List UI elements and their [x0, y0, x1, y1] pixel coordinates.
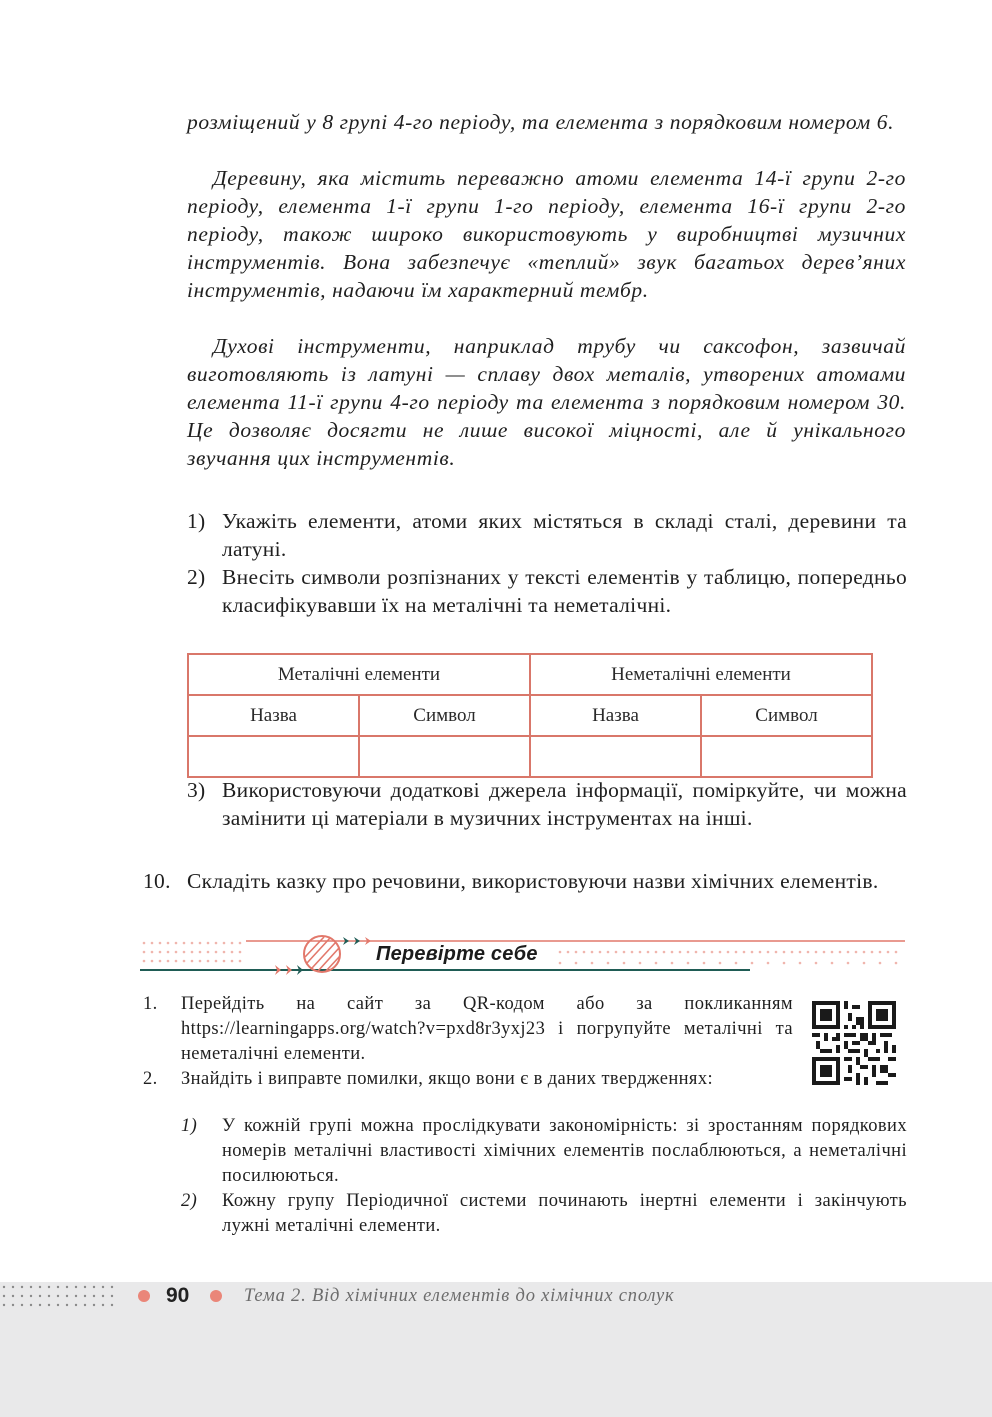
question-number: 1): [187, 509, 206, 533]
subitem-text: У кожній групі можна прослідкувати закономірність: зі зростанням порядкових номерів металічні властивості хімічних елементів послаблюються, а неметалічні посилюються.: [222, 1116, 907, 1186]
paragraph-wood: Деревину, яка містить переважно атоми елемента 14-ї групи 2-го періоду, елемента 1-ї групи 1-го періоду, елемента 16-ї групи 2-го періоду, також широко використовують у виробництві музичних інструментів. Вона забезпечує «теплий» звук багатьох дерев’яних інструментів, надаючи їм характерний тембр.: [187, 166, 906, 302]
qr-code[interactable]: [812, 1001, 896, 1085]
paragraph-steel: розміщений у 8 групі 4-го періоду, та елемента з порядковим номером 6.: [187, 110, 895, 134]
check-item-1: [143, 992, 793, 1067]
footer-bullet-right: [210, 1290, 222, 1302]
check-yourself-banner: [140, 935, 905, 975]
metal-symbol-header: Символ: [359, 695, 530, 736]
question-number: 2): [187, 565, 206, 589]
check-subitem-1: [181, 1114, 907, 1189]
check-yourself-title: Перевірте себе: [376, 943, 538, 965]
elements-table: [187, 653, 873, 778]
subitem-number: 2): [181, 1191, 198, 1211]
item-number: 2.: [143, 1069, 158, 1089]
nonmetal-symbol-header: Символ: [701, 695, 872, 736]
paragraph-brass: Духові інструменти, наприклад трубу чи саксофон, зазвичай виготовляють із латуні — сплаву двох металів, утворених атомами елемента 11-ї групи 4-го періоду та елемента з порядковим номером 30. Це дозволяє досягти не лише високої міцності, але й унікального звучання цих інструментів.: [187, 334, 906, 470]
page-number: 90: [166, 1284, 190, 1307]
question-number: 3): [187, 778, 206, 802]
item-text: Знайдіть і виправте помилки, якщо вони є в даних твердженнях:: [181, 1069, 714, 1089]
header-nonmetal: Неметалічні елементи: [530, 654, 872, 695]
check-item-2: [143, 1067, 793, 1092]
question-2: [187, 563, 907, 619]
footer-topic: Тема 2. Від хімічних елементів до хімічних сполук: [244, 1286, 675, 1306]
subitem-text: Кожну групу Періодичної системи починають інертні елементи і закінчують лужні металічні елементи.: [222, 1191, 907, 1236]
question-3: [187, 776, 907, 832]
nonmetal-name-header: Назва: [530, 695, 701, 736]
footer-dots: [0, 1283, 125, 1311]
question-1: [187, 507, 907, 563]
question-text: Внесіть символи розпізнаних у тексті елементів у таблицю, попередньо класифікувавши їх на металічні та неметалічні.: [222, 565, 907, 617]
item-number: 1.: [143, 994, 158, 1014]
metal-symbol-cell: [359, 736, 530, 777]
header-metal: Металічні елементи: [188, 654, 530, 695]
nonmetal-name-cell: [530, 736, 701, 777]
subitem-number: 1): [181, 1116, 198, 1136]
metal-name-cell: [188, 736, 359, 777]
task-number: 10.: [143, 869, 171, 893]
footer-bullet-left: [138, 1290, 150, 1302]
task-10: [143, 867, 907, 895]
item-text: Перейдіть на сайт за QR-кодом або за покликанням https://learningapps.org/watch?v=pxd8r3yxj23 і погрупуйте металічні та неметалічні елементи.: [181, 994, 793, 1064]
question-text: Укажіть елементи, атоми яких містяться в складі сталі, деревини та латуні.: [222, 509, 907, 561]
question-text: Використовуючи додаткові джерела інформації, поміркуйте, чи можна замінити ці матеріали в музичних інструментах на інші.: [222, 778, 907, 830]
task-text: Складіть казку про речовини, використовуючи назви хімічних елементів.: [187, 869, 879, 893]
metal-name-header: Назва: [188, 695, 359, 736]
check-subitem-2: [181, 1189, 907, 1239]
nonmetal-symbol-cell: [701, 736, 872, 777]
